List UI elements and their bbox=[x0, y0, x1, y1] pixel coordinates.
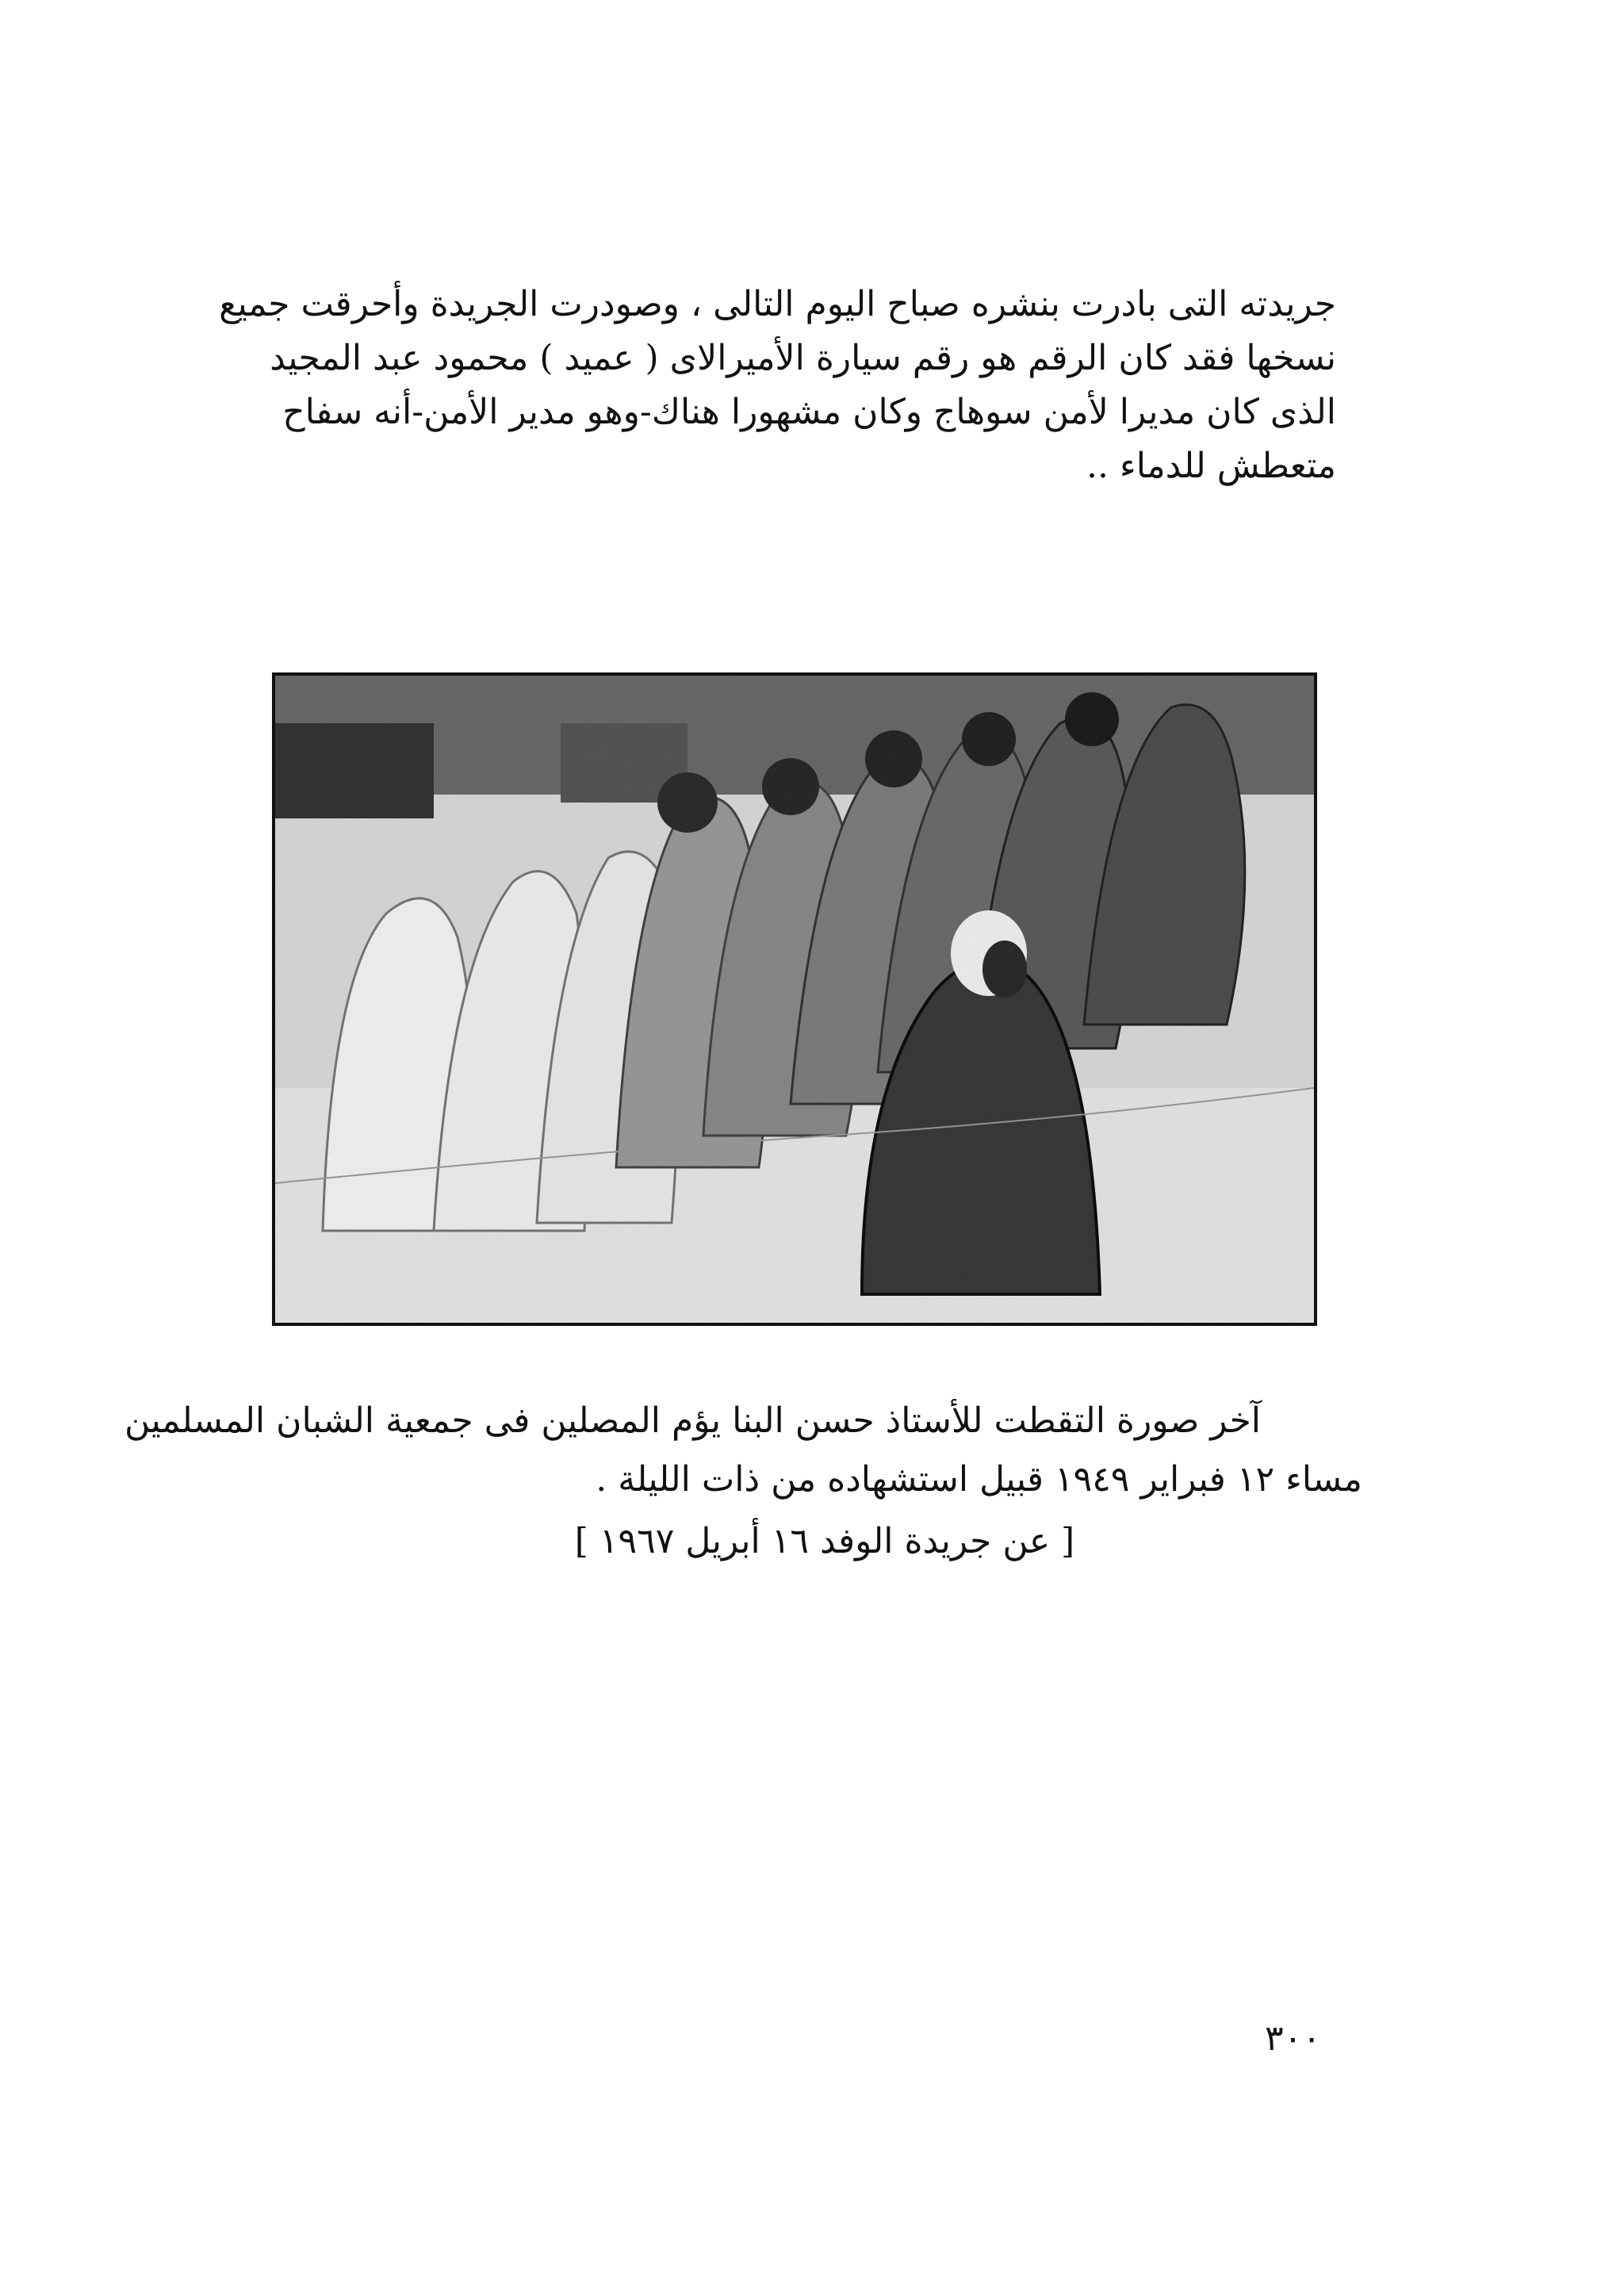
paragraph-line-4: متعطش للدماء .. bbox=[1086, 446, 1336, 486]
photo-icon bbox=[275, 676, 1314, 1323]
paragraph-line-1: جريدته التى بادرت بنشره صباح اليوم التالى ، وصودرت الجريدة وأحرقت جميع bbox=[219, 284, 1336, 324]
paragraph-line-2: نسخها فقد كان الرقم هو رقم سيارة الأميرالاى ( عميد ) محمود عبد المجيد bbox=[270, 338, 1336, 378]
caption-line-1: آخر صورة التقطت للأستاذ حسن البنا يؤم المصلين فى جمعية الشبان المسلمين bbox=[124, 1400, 1261, 1441]
page-number: ٣٠٠ bbox=[1265, 2018, 1321, 2059]
caption-line-2: مساء ١٢ فبراير ١٩٤٩ قبيل استشهاده من ذات الليلة . bbox=[596, 1459, 1362, 1500]
photo-caption bbox=[124, 1392, 1364, 1571]
caption-source: [ عن جريدة الوفد ١٦ أبريل ١٩٦٧ ] bbox=[574, 1521, 1075, 1561]
paragraph-line-3: الذى كان مديرا لأمن سوهاج وكان مشهورا هناك-وهو مدير الأمن-أنه سفاح bbox=[282, 392, 1336, 432]
body-paragraph bbox=[219, 278, 1336, 493]
historical-photo bbox=[272, 672, 1317, 1326]
